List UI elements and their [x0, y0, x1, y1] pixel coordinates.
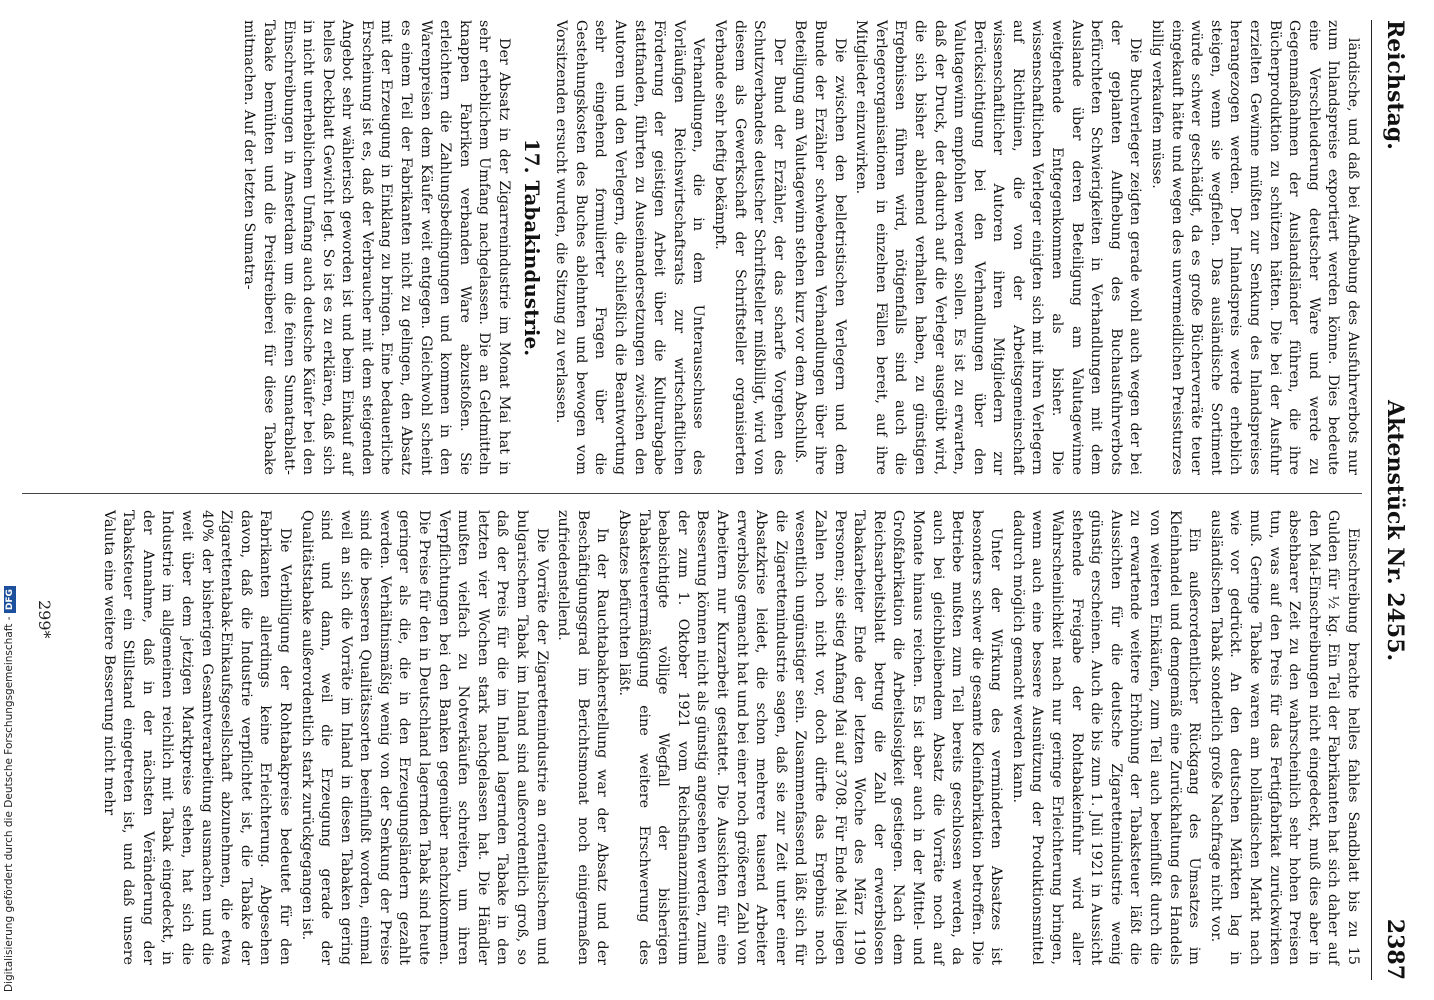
paragraph: Ein außerordentlicher Rückgang des Umsatzes im Kleinhandel und demgemäß eine Zurückhaltung des Handels von weiteren Einkäufen, zum Teil auch beeinflußt durch die zu erwartende weitere Erhöhung der Tabaksteuer läßt die Aussichten für die deutsche Zigarettenindustrie wenig günstig erscheinen. Auch die bis zum 1. Juli 1921 in Aussicht stehende Freigabe der Rohtabakeinfuhr wird aller Wahrscheinlichkeit nach nur geringe Erleichterung bringen, wenn auch eine bessere Ausnützung der Produktionsmittel dadurch möglich gemacht werden kann. [1009, 510, 1203, 965]
sidebar-text: Digitalisierung gefördert durch die Deutsche Forschungsgemeinschaft - [3, 616, 15, 992]
header-rule [1371, 20, 1372, 980]
right-column [96, 510, 1362, 965]
dfg-logo: DFG [4, 586, 16, 613]
paragraph: Die zwischen den belletristischen Verlegern und dem Bunde der Erzähler schwebenden Verhandlungen über ihre Beteiligung am Valutagewinn stehen kurz vor dem Abschluß. [792, 20, 848, 475]
paragraph: Einschreibung brachte helles fahles Sandblatt bis zu 15 Gulden für ½ kg. Ein Teil der Fabrikanten hat sich daher auf den Mai-Einschreibungen nicht eingedeckt, muß dies aber in absehbarer Zeit zu den wahrscheinlich sehr hohen Preisen tun, was auf den Preis für das Fertigfabrikat zurückwirken muß. Geringe Tabake waren am holländischen Markt nach wie vor gedrückt. An den deutschen Märkten lag in ausländischen Tabak sonderlich große Nachfrage nicht vor. [1207, 510, 1361, 965]
header-title: Aktenstück Nr. 2455. [1382, 400, 1408, 662]
paragraph: Die Buchverleger zeigten gerade wohl auch wegen der bei der geplanten Aufhebung des Buchausfuhrverbots befürchteten Schwierigkeiten in Verhandlungen mit dem Auslande über deren Beteiligung am Valutagewinne weitgehende Entgegenkommen als bisher. Die wissenschaftlichen Verleger einigten sich mit ihren Verlegern auf Richtlinien, die von der Arbeitsgemeinschaft wissenschaftlicher Autoren ihren Mitgliedern zur Berücksichtigung bei den Verhandlungen über den Valutagewinn empfohlen werden sollen. Es ist zu erwarten, daß der Druck, der dadurch auf die Verleger ausgeübt wird, die sich bisher ablehnend verhalten haben, zu günstigen Ergebnissen führen wird, nötigenfalls sind auch die Verlegerorganisationen in einzelnen Fällen bereit, auf ihre Mitglieder einzuwirken. [853, 20, 1144, 475]
paragraph: Die Vorräte der Zigarettenindustrie an orientalischem und bulgarischem Tabak im Inland sind außerordentlich groß, so daß der Preis für die im Inland lagernden Tabake in den letzten vier Wochen stark nachgelassen hat. Die Händler mußten vielfach zu Notverkäufen schreiten, um ihren Verpflichtungen bei den Banken gegenüber nachzukommen. Die Preise für den in Deutschland lagernden Tabak sind heute geringer als die, die in den Erzeugungsländern gezahlt werden. Verhältnismäßig wenig von der Senkung der Preise sind die besseren Qualitätssorten beeinflußt worden, einmal weil an sich die Vorräte im Inland in diesen Tabaken gering sind und dann, weil die Erzeugung gerade der Qualitätstabake außerordentlich stark zurückgegangen ist. [298, 510, 550, 965]
page-header [1374, 20, 1414, 980]
left-column [237, 20, 1362, 475]
paragraph: Die Verbilligung der Rohtabakpreise bedeutet für den Fabrikanten allerdings keine Erleichterung. Abgesehen davon, daß die Industrie verpflichtet ist, die Tabake der Zigarettentabak-Einkaufsgesellschaft abzunehmen, die etwa 40% der bisherigen Gesamtverarbeitung ausmachen und die weit über dem jetzigen Marktpreise stehen, hat sich die Industrie im allgemeinen reichlich mit Tabak eingedeckt, in der Annahme, daß in der nächsten Veränderung der Tabaksteuer ein Stillstand eingetreten ist, und daß unsere Valuta eine weitere Besserung nicht mehr [100, 510, 293, 965]
footer-page-marker: 299* [35, 600, 54, 639]
paragraph: Der Bund der Erzähler, der das scharfe Vorgehen des Schutzverbandes deutscher Schriftsteller mißbilligt, wird von diesem als Gewerkschaft der Schriftsteller organisierten Verbande sehr heftig bekämpft. [712, 20, 787, 475]
paragraph: In der Rauchtabakherstellung war der Absatz und der Beschäftigungsgrad im Berichtsmonat noch einigermaßen zufriedenstellend. [555, 510, 611, 965]
header-left: Reichstag. [1382, 20, 1408, 150]
digitization-sidebar [0, 0, 18, 1000]
column-divider [22, 493, 1362, 494]
paragraph: Verhandlungen, die in dem Unterausschusse des Vorläufigen Reichswirtschaftsrats zur wirtschaftlichen Förderung der geistigen Arbeit über die Kulturabgabe stattfanden, führten zu Auseinandersetzungen zwischen den Autoren und den Verlegern, die schließlich die Beantwortung sehr eingehend formulierter Fragen über die Gestehungskosten des Buches ablehnten und bewogen vom Vorsitzenden ersucht wurden, die Sitzung zu verlassen. [553, 20, 707, 475]
sidebar-credit [0, 0, 18, 1000]
page-number: 2387 [1382, 918, 1408, 980]
paragraph: Der Absatz in der Zigarrenindustrie im Monat Mai hat in sehr erheblichem Umfang nachgelassen. Die an Geldmitteln knappen Fabriken verbanden Ware abzustoßen. Sie erleichtern die Zahlungsbedingungen und kommen in den Warenpreisen dem Käufer weit entgegen. Gleichwohl scheint es einem Teil der Fabrikanten nicht zu gelingen, den Absatz mit der Erzeugung in Einklang zu bringen. Eine bedauerliche Erscheinung ist es, daß der Verbraucher mit dem steigenden Angebot sehr wählerisch geworden ist und beim Einkauf auf helles Deckblatt Gewicht legt. So ist es zu erklären, daß sich in nicht unerheblichem Umfang auch deutsche Käufer bei den Einschreibungen in Amsterdam um die feinen Sumatrablatt-Tabake bemühten und die Preistreiberei für diese Tabake mitmachen. Auf der letzten Sumatra- [241, 20, 513, 475]
section-heading: 17. Tabakindustrie. [519, 138, 544, 357]
paragraph: Unter der Wirkung des verminderten Absatzes ist besonders schwer die gesamte Kleinfabrikation betroffen. Die Betriebe mußten zum Teil bereits geschlossen werden, da auch bei gleichbleibendem Absatz die Vorräte noch auf Monate hinaus reichen. Es ist aber auch in der Mittel- und Großfabrikation die Arbeitslosigkeit gestiegen. Nach dem Reichsarbeitsblatt betrug die Zahl der erwerbslosen Tabakarbeiter Ende der letzten Woche des März 1190 Personen; sie stieg Anfang Mai auf 3708. Für Ende Mai liegen Zahlen noch nicht vor, doch dürfte das Ergebnis noch wesentlich ungünstiger sein. Zusammenfassend läßt sich für die Zigarettenindustrie sagen, daß sie zur Zeit unter einer Absatzkrise leidet, die schon mehrere tausend Arbeiter erwerbslos gemacht hat und bei einer noch größeren Zahl von Arbeitern nur Kurzarbeit gestattet. Die Aussichten für eine Besserung können nicht als günstig angesehen werden, zumal der zum 1. Oktober 1921 vom Reichsfinanzministerium beabsichtigte völlige Wegfall der bisherigen Tabaksteuerermäßigung eine weitere Erschwerung des Absatzes befürchten läßt. [616, 510, 1005, 965]
paragraph: ländische, und daß bei Aufhebung des Ausfuhrverbots nur zum Inlandspreise exportiert werden könne. Dies bedeute eine Verschleuderung deutscher Ware und werde zu Gegenmaßnahmen der Auslandsländer führen, die ihre Bücherproduktion zu schützen hätten. Die bei der Ausfuhr erzielten Gewinne müßten zur Senkung des Inlandspreises herangezogen werden. Der Inlandspreis werde erheblich steigen, wenn sie wegfielen. Das ausländische Sortiment würde schwer geschädigt, da es große Bücherverräte teuer eingekauft hätte und wegen des unvermeidlichen Preissturzes billig verkaufen müsse. [1149, 20, 1361, 475]
